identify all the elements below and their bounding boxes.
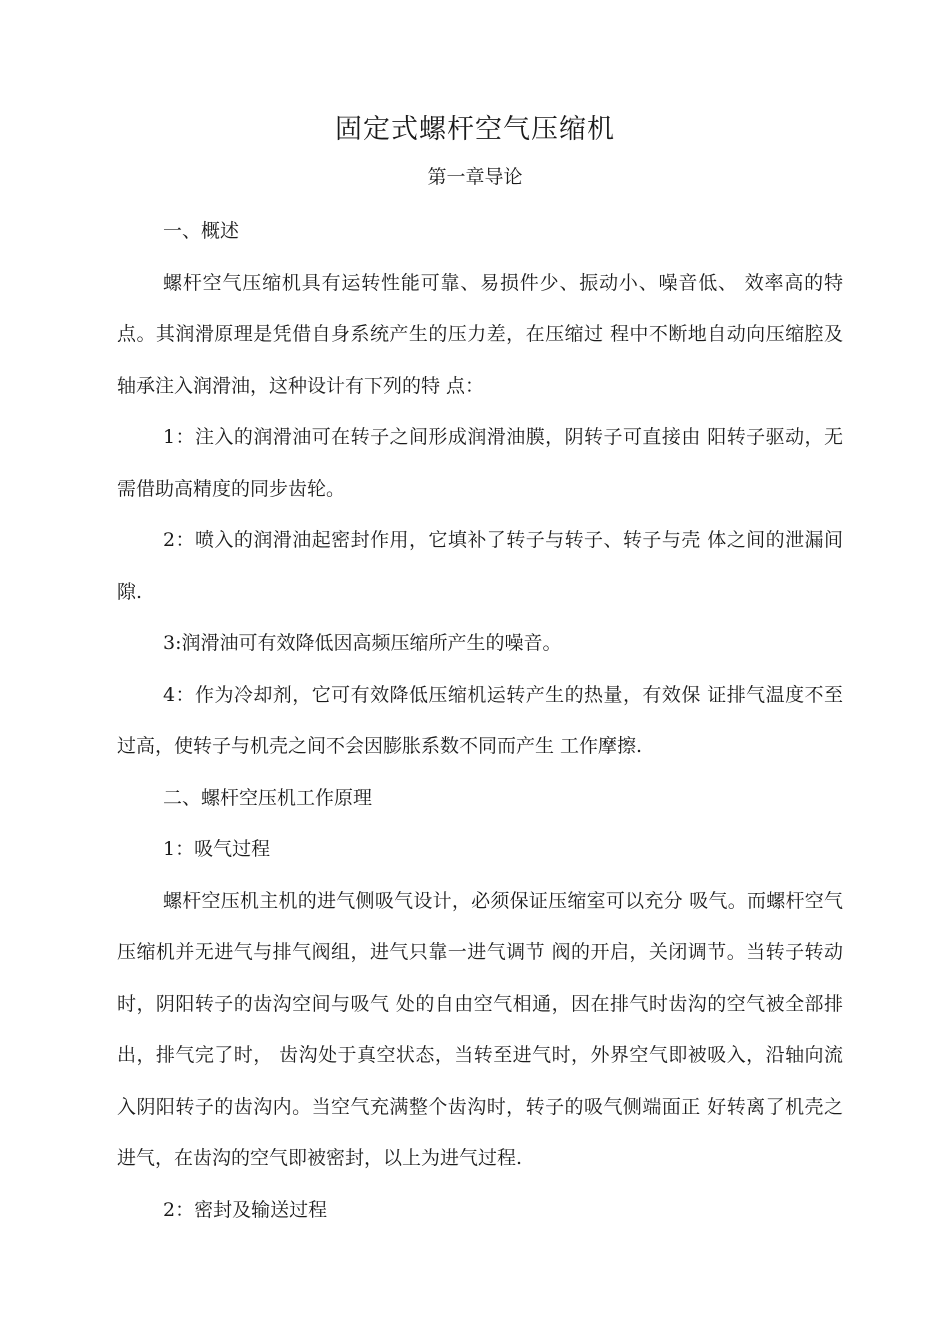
paragraph-intro: 螺杆空气压缩机具有运转性能可靠、易损件少、振动小、噪音低、 效率高的特点。其润滑原理是凭借自身系统产生的压力差，在压缩过 程中不断地自动向压缩腔及轴承注入润滑油，这种设计有下列的特 点： xyxy=(117,271,843,397)
list-item-point-2: 2：喷入的润滑油起密封作用，它填补了转子与转子、转子与壳 体之间的泄漏间隙. xyxy=(117,529,843,603)
paragraph-intake: 螺杆空压机主机的进气侧吸气设计，必须保证压缩室可以充分 吸气。而螺杆空气压缩机并无进气与排气阀组，进气只靠一进气调节 阀的开启，关闭调节。当转子转动时，阴阳转子的齿沟空间与吸气 处的自由空气相通，因在排气时齿沟的空气被全部排出，排气完了时， 齿沟处于真空状态，当转至进气时，外界空气即被吸入，沿轴向流 入阴阳转子的齿沟内。当空气充满整个齿沟时，转子的吸气侧端面正 好转离了机壳之进气，在齿沟的空气即被密封，以上为进气过程. xyxy=(117,889,843,1169)
section-heading-principle: 二、螺杆空压机工作原理 xyxy=(163,786,373,809)
document-title: 固定式螺杆空气压缩机 xyxy=(335,114,615,145)
list-item-point-1: 1：注入的润滑油可在转子之间形成润滑油膜，阴转子可直接由 阳转子驱动，无需借助高精度的同步齿轮。 xyxy=(117,426,843,500)
list-item-point-3: 3:润滑油可有效降低因高频压缩所产生的噪音。 xyxy=(163,632,562,654)
subsection-heading-intake: 1：吸气过程 xyxy=(163,838,271,860)
section-heading-overview: 一、概述 xyxy=(163,220,240,242)
document-body xyxy=(117,206,843,1236)
subsection-heading-sealing: 2：密封及输送过程 xyxy=(163,1198,328,1221)
chapter-heading: 第一章导论 xyxy=(427,166,523,188)
list-item-point-4: 4：作为冷却剂，它可有效降低压缩机运转产生的热量，有效保 证排气温度不至过高，使转子与机壳之间不会因膨胀系数不同而产生 工作摩擦. xyxy=(117,683,843,757)
